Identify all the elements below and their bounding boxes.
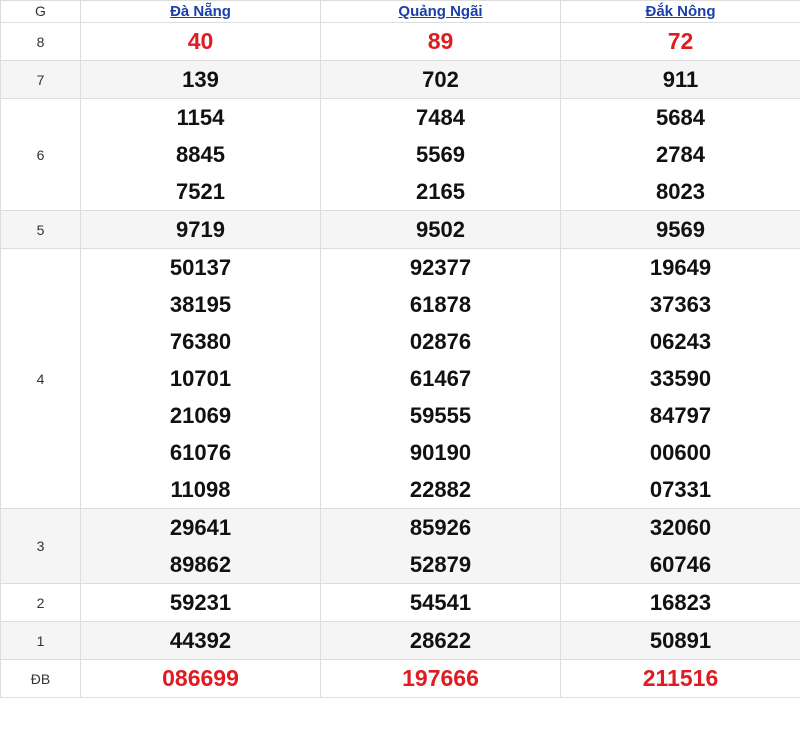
prize-number: 50891 [649, 628, 712, 653]
prize-number: 139 [182, 67, 219, 92]
prize-cell [321, 249, 561, 509]
prize-label: 8 [1, 23, 81, 61]
province-link-dak-nong[interactable]: Đắk Nông [645, 3, 716, 20]
prize-number: 37363 [649, 292, 712, 317]
prize-number: 7484 [416, 105, 465, 130]
prize-number: 72 [667, 28, 694, 54]
prize-number: 5684 [656, 105, 705, 130]
prize-cell [321, 61, 561, 99]
prize-label: 1 [1, 622, 81, 660]
prize-number: 61878 [409, 292, 472, 317]
prize-row [1, 622, 800, 660]
province-header-2 [321, 1, 561, 23]
prize-number: 90190 [409, 440, 472, 465]
prize-number: 28622 [409, 628, 472, 653]
province-header-3 [561, 1, 800, 23]
prize-number: 2165 [416, 179, 465, 204]
prize-label: 5 [1, 211, 81, 249]
prize-cell [561, 99, 800, 211]
prize-cell [81, 99, 321, 211]
prize-number: 61076 [169, 440, 232, 465]
prize-label: 4 [1, 249, 81, 509]
prize-number: 61467 [409, 366, 472, 391]
prize-number: 29641 [169, 515, 232, 540]
prize-cell [561, 61, 800, 99]
prize-cell [561, 584, 800, 622]
prize-cell [81, 660, 321, 698]
prize-number: 8023 [656, 179, 705, 204]
header-row [1, 1, 800, 23]
prize-number: 22882 [409, 477, 472, 502]
prize-rows [1, 23, 800, 698]
prize-cell [321, 509, 561, 584]
prize-number: 38195 [169, 292, 232, 317]
prize-number: 702 [422, 67, 459, 92]
prize-number: 59555 [409, 403, 472, 428]
province-header-1 [81, 1, 321, 23]
prize-number: 9502 [416, 217, 465, 242]
prize-number: 16823 [649, 590, 712, 615]
province-link-quang-ngai[interactable]: Quảng Ngãi [398, 3, 483, 20]
prize-cell [81, 23, 321, 61]
prize-cell [81, 584, 321, 622]
prize-cell [81, 211, 321, 249]
prize-number: 1154 [176, 105, 225, 130]
prize-label: 7 [1, 61, 81, 99]
prize-number: 89862 [169, 552, 232, 577]
prize-cell [321, 23, 561, 61]
prize-number: 76380 [169, 329, 232, 354]
prize-number: 60746 [649, 552, 712, 577]
prize-number: 02876 [409, 329, 472, 354]
prize-row [1, 23, 800, 61]
prize-number: 06243 [649, 329, 712, 354]
prize-cell [321, 211, 561, 249]
prize-label: ĐB [1, 660, 81, 698]
prize-cell [561, 660, 800, 698]
prize-cell [81, 622, 321, 660]
prize-row [1, 509, 800, 584]
prize-label: 3 [1, 509, 81, 584]
prize-number: 911 [662, 67, 699, 92]
prize-number: 59231 [169, 590, 232, 615]
prize-number: 197666 [402, 665, 479, 691]
prize-number: 33590 [649, 366, 712, 391]
prize-cell [81, 249, 321, 509]
prize-cell [321, 622, 561, 660]
prize-cell [321, 99, 561, 211]
prize-row [1, 249, 800, 509]
prize-number: 52879 [409, 552, 472, 577]
prize-row [1, 211, 800, 249]
prize-label: 2 [1, 584, 81, 622]
prize-number: 84797 [649, 403, 712, 428]
prize-number: 85926 [409, 515, 472, 540]
prize-number: 21069 [169, 403, 232, 428]
prize-number: 211516 [642, 665, 719, 691]
prize-number: 32060 [649, 515, 712, 540]
prize-number: 89 [427, 28, 454, 54]
prize-row [1, 660, 800, 698]
prize-number: 5569 [416, 142, 465, 167]
prize-number: 00600 [649, 440, 712, 465]
prize-cell [561, 622, 800, 660]
prize-number: 2784 [656, 142, 705, 167]
prize-cell [321, 584, 561, 622]
prize-cell [561, 509, 800, 584]
prize-number: 07331 [649, 477, 712, 502]
prize-row [1, 584, 800, 622]
prize-cell [561, 249, 800, 509]
prize-number: 9719 [176, 217, 225, 242]
prize-number: 54541 [409, 590, 472, 615]
prize-column-header: G [1, 1, 81, 23]
province-link-da-nang[interactable]: Đà Nẵng [170, 3, 231, 20]
prize-row [1, 61, 800, 99]
prize-cell [321, 660, 561, 698]
prize-label: 6 [1, 99, 81, 211]
prize-cell [561, 23, 800, 61]
prize-cell [81, 61, 321, 99]
prize-number: 8845 [176, 142, 225, 167]
prize-number: 7521 [176, 179, 225, 204]
prize-number: 10701 [169, 366, 232, 391]
prize-number: 50137 [169, 255, 232, 280]
prize-number: 40 [187, 28, 214, 54]
prize-cell [561, 211, 800, 249]
prize-number: 92377 [409, 255, 472, 280]
prize-row [1, 99, 800, 211]
prize-number: 9569 [656, 217, 705, 242]
prize-number: 19649 [649, 255, 712, 280]
prize-number: 44392 [169, 628, 232, 653]
prize-cell [81, 509, 321, 584]
prize-number: 11098 [170, 477, 231, 502]
prize-number: 086699 [162, 665, 239, 691]
